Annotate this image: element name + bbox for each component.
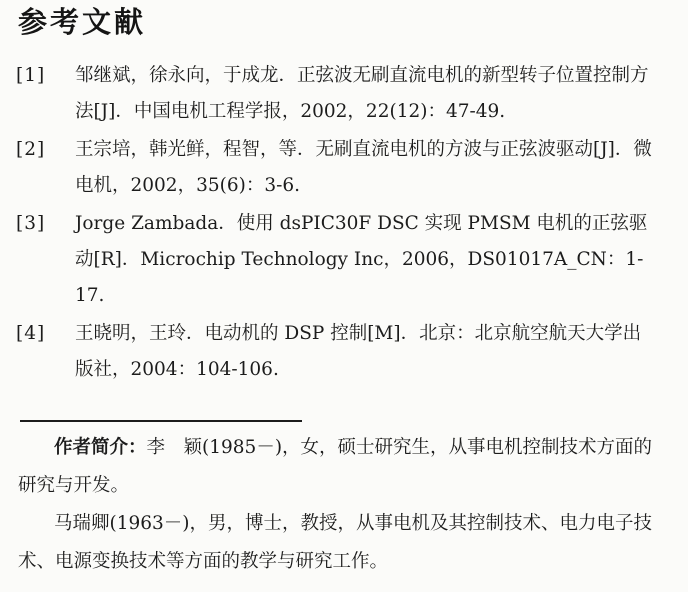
author-bio-label: 作者简介： (54, 437, 147, 458)
footnote-divider (20, 420, 302, 422)
reference-list (0, 58, 688, 390)
reference-item (0, 58, 655, 130)
reference-item (0, 206, 655, 314)
reference-number: [3] (16, 213, 46, 234)
reference-text: 王晓明，王玲．电动机的 DSP 控制[M]．北京：北京航空航天大学出版社，2004：104-106. (75, 323, 642, 380)
author-bio-second (18, 505, 658, 581)
author-bio-first (18, 429, 658, 505)
reference-number: [1] (16, 65, 46, 86)
reference-item (0, 132, 655, 204)
reference-item (0, 316, 655, 388)
reference-number: [4] (16, 323, 46, 344)
references-heading: 参考文献 (18, 5, 147, 39)
reference-text: 邹继斌，徐永向，于成龙．正弦波无刷直流电机的新型转子位置控制方法[J]．中国电机工程学报，2002，22(12)：47-49. (75, 65, 649, 122)
author-bio-first-text: 李 颖(1985－)，女，硕士研究生，从事电机控制技术方面的研究与开发。 (18, 437, 653, 496)
reference-text: Jorge Zambada．使用 dsPIC30F DSC 实现 PMSM 电机的正弦驱动[R]．Microchip Technology Inc，2006，DS01017A_CN：1-17. (75, 213, 648, 306)
author-bio-second-text: 马瑞卿(1963－)，男，博士，教授，从事电机及其控制技术、电力电子技术、电源变换技术等方面的教学与研究工作。 (18, 513, 653, 572)
reference-text: 王宗培，韩光鲜，程智，等．无刷直流电机的方波与正弦波驱动[J]．微电机，2002，35(6)：3-6. (75, 139, 652, 196)
reference-number: [2] (16, 139, 46, 160)
